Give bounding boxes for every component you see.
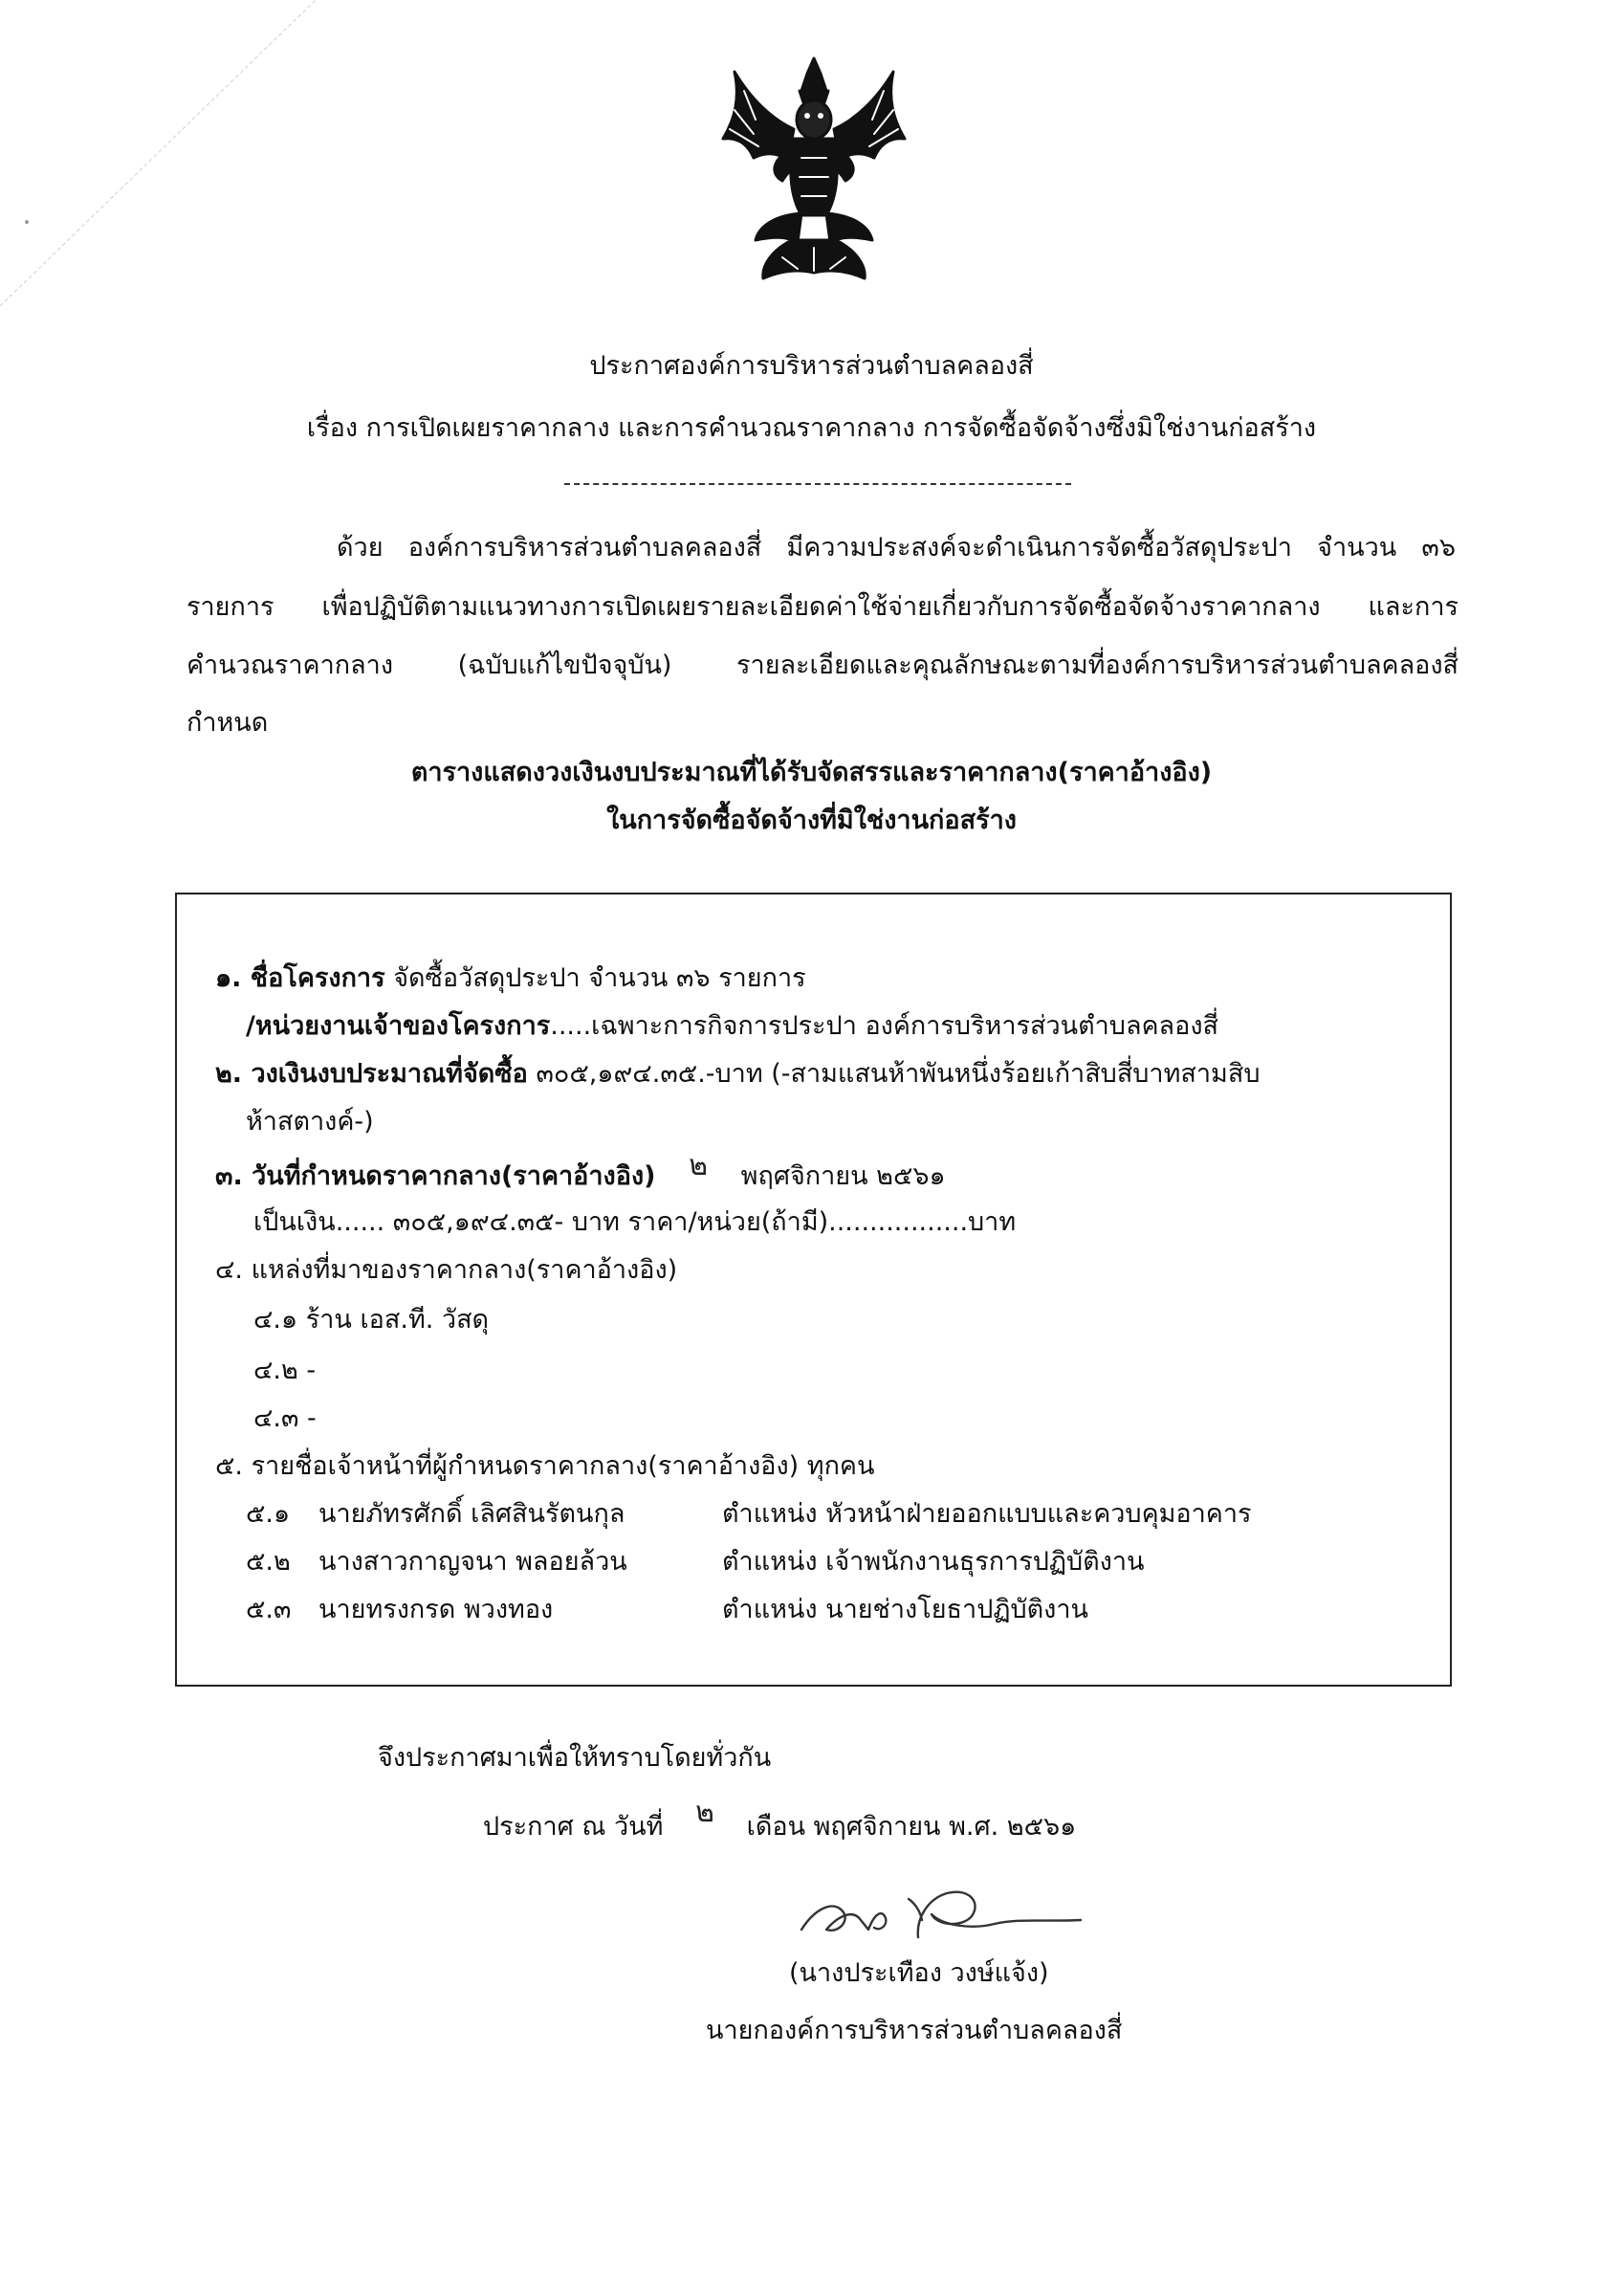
official-name: นายภัทรศักดิ์ เลิศสินรัตนกุล xyxy=(318,1499,625,1529)
budget-info-box xyxy=(175,893,1452,1687)
price-source-2: ๔.๒ - xyxy=(253,1356,317,1385)
budget-value: ๓๐๕,๑๙๔.๓๕.-บาท (-สามแสนห้าพันหนึ่งร้อยเก้าสิบสี่บาทสามสิบ xyxy=(536,1059,1261,1089)
official-position: ตำแหน่ง เจ้าพนักงานธุรการปฏิบัติงาน xyxy=(722,1547,1145,1577)
table-title-line-2: ในการจัดซื้อจัดจ้างที่มิใช่งานก่อสร้าง xyxy=(606,806,1017,835)
signatory-name: (นางประเทือง วงษ์แจ้ง) xyxy=(789,1958,1049,1988)
announcement-subject: เรื่อง การเปิดเผยราคากลาง และการคำนวณราคากลาง การจัดซื้อจัดจ้างซึ่งมิใช่งานก่อสร้าง xyxy=(306,413,1317,443)
intro-line-4: กำหนด xyxy=(186,708,269,738)
official-row-1 xyxy=(246,1492,1252,1534)
project-name-label: ๑. ชื่อโครงการ xyxy=(215,963,385,993)
date-suffix: เดือน พฤศจิกายน พ.ศ. ๒๕๖๑ xyxy=(746,1812,1077,1842)
project-owner-label: /หน่วยงานเจ้าของโครงการ xyxy=(246,1011,551,1041)
official-row-3 xyxy=(246,1588,1088,1629)
announcement-title: ประกาศองค์การบริหารส่วนตำบลคลองสี่ xyxy=(589,351,1034,381)
reference-date-label: ๓. วันที่กำหนดราคากลาง(ราคาอ้างอิง) xyxy=(215,1161,656,1191)
official-number: ๕.๓ xyxy=(246,1595,292,1624)
official-name: นางสาวกาญจนา พลอยล้วน xyxy=(318,1547,627,1577)
signatory-title: นายกองค์การบริหารส่วนตำบลคลองสี่ xyxy=(706,2016,1123,2045)
price-source-1: ๔.๑ ร้าน เอส.ที. วัสดุ xyxy=(253,1305,490,1335)
budget-label: ๒. วงเงินงบประมาณที่จัดซื้อ xyxy=(215,1059,528,1089)
official-name: นายทรงกรด พวงทอง xyxy=(318,1595,554,1624)
official-position: ตำแหน่ง หัวหน้าฝ่ายออกแบบและควบคุมอาคาร xyxy=(722,1499,1252,1529)
price-source-3: ๔.๓ - xyxy=(253,1403,317,1433)
scan-crease-mark xyxy=(0,0,325,325)
garuda-emblem xyxy=(706,53,922,282)
officials-label: ๕. รายชื่อเจ้าหน้าที่ผู้กำหนดราคากลาง(ราคาอ้างอิง) ทุกคน xyxy=(215,1451,875,1481)
reference-date-month: พฤศจิกายน ๒๕๖๑ xyxy=(740,1161,946,1191)
budget-text-continued: ห้าสตางค์-) xyxy=(246,1107,374,1137)
intro-line-3: คำนวณราคากลาง (ฉบับแก้ไขปัจจุบัน) รายละเอียดและคุณลักษณะตามที่องค์การบริหารส่วนตำบลคลองสี่ xyxy=(186,651,1459,680)
signature xyxy=(794,1870,1100,1956)
project-owner-row xyxy=(246,1004,1218,1046)
budget-row xyxy=(215,1052,1260,1093)
reference-date-day: ๒ xyxy=(689,1149,708,1182)
intro-line-2: รายการ เพื่อปฏิบัติตามแนวทางการเปิดเผยรายละเอียดค่าใช้จ่ายเกี่ยวกับการจัดซื้อจัดจ้างราคากลาง และการ xyxy=(186,592,1459,622)
date-prefix: ประกาศ ณ วันที่ xyxy=(483,1812,664,1842)
closing-statement: จึงประกาศมาเพื่อให้ทราบโดยทั่วกัน xyxy=(378,1743,772,1773)
official-number: ๕.๑ xyxy=(246,1499,291,1529)
price-source-label: ๔. แหล่งที่มาของราคากลาง(ราคาอ้างอิง) xyxy=(215,1255,678,1285)
title-divider xyxy=(564,483,1071,485)
reference-date-row xyxy=(215,1149,946,1198)
announcement-date-row xyxy=(483,1796,1077,1848)
table-title-line-1: ตารางแสดงวงเงินงบประมาณที่ได้รับจัดสรรและราคากลาง(ราคาอ้างอิง) xyxy=(410,758,1213,787)
project-name-value: จัดซื้อวัสดุประปา จำนวน ๓๖ รายการ xyxy=(393,963,806,993)
date-day: ๒ xyxy=(695,1796,714,1829)
official-position: ตำแหน่ง นายช่างโยธาปฏิบัติงาน xyxy=(722,1595,1088,1624)
project-name-row xyxy=(215,957,806,998)
official-number: ๕.๒ xyxy=(246,1547,291,1577)
official-row-2 xyxy=(246,1540,1144,1581)
project-owner-value: .....เฉพาะการกิจการประปา องค์การบริหารส่วนตำบลคลองสี่ xyxy=(550,1011,1218,1041)
intro-line-1: ด้วย องค์การบริหารส่วนตำบลคลองสี่ มีความประสงค์จะดำเนินการจัดซื้อวัสดุประปา จำนวน ๓๖ xyxy=(337,533,1456,563)
reference-amount-row: เป็นเงิน...... ๓๐๕,๑๙๔.๓๕- บาท ราคา/หน่วย(ถ้ามี).................บาท xyxy=(253,1207,1017,1237)
